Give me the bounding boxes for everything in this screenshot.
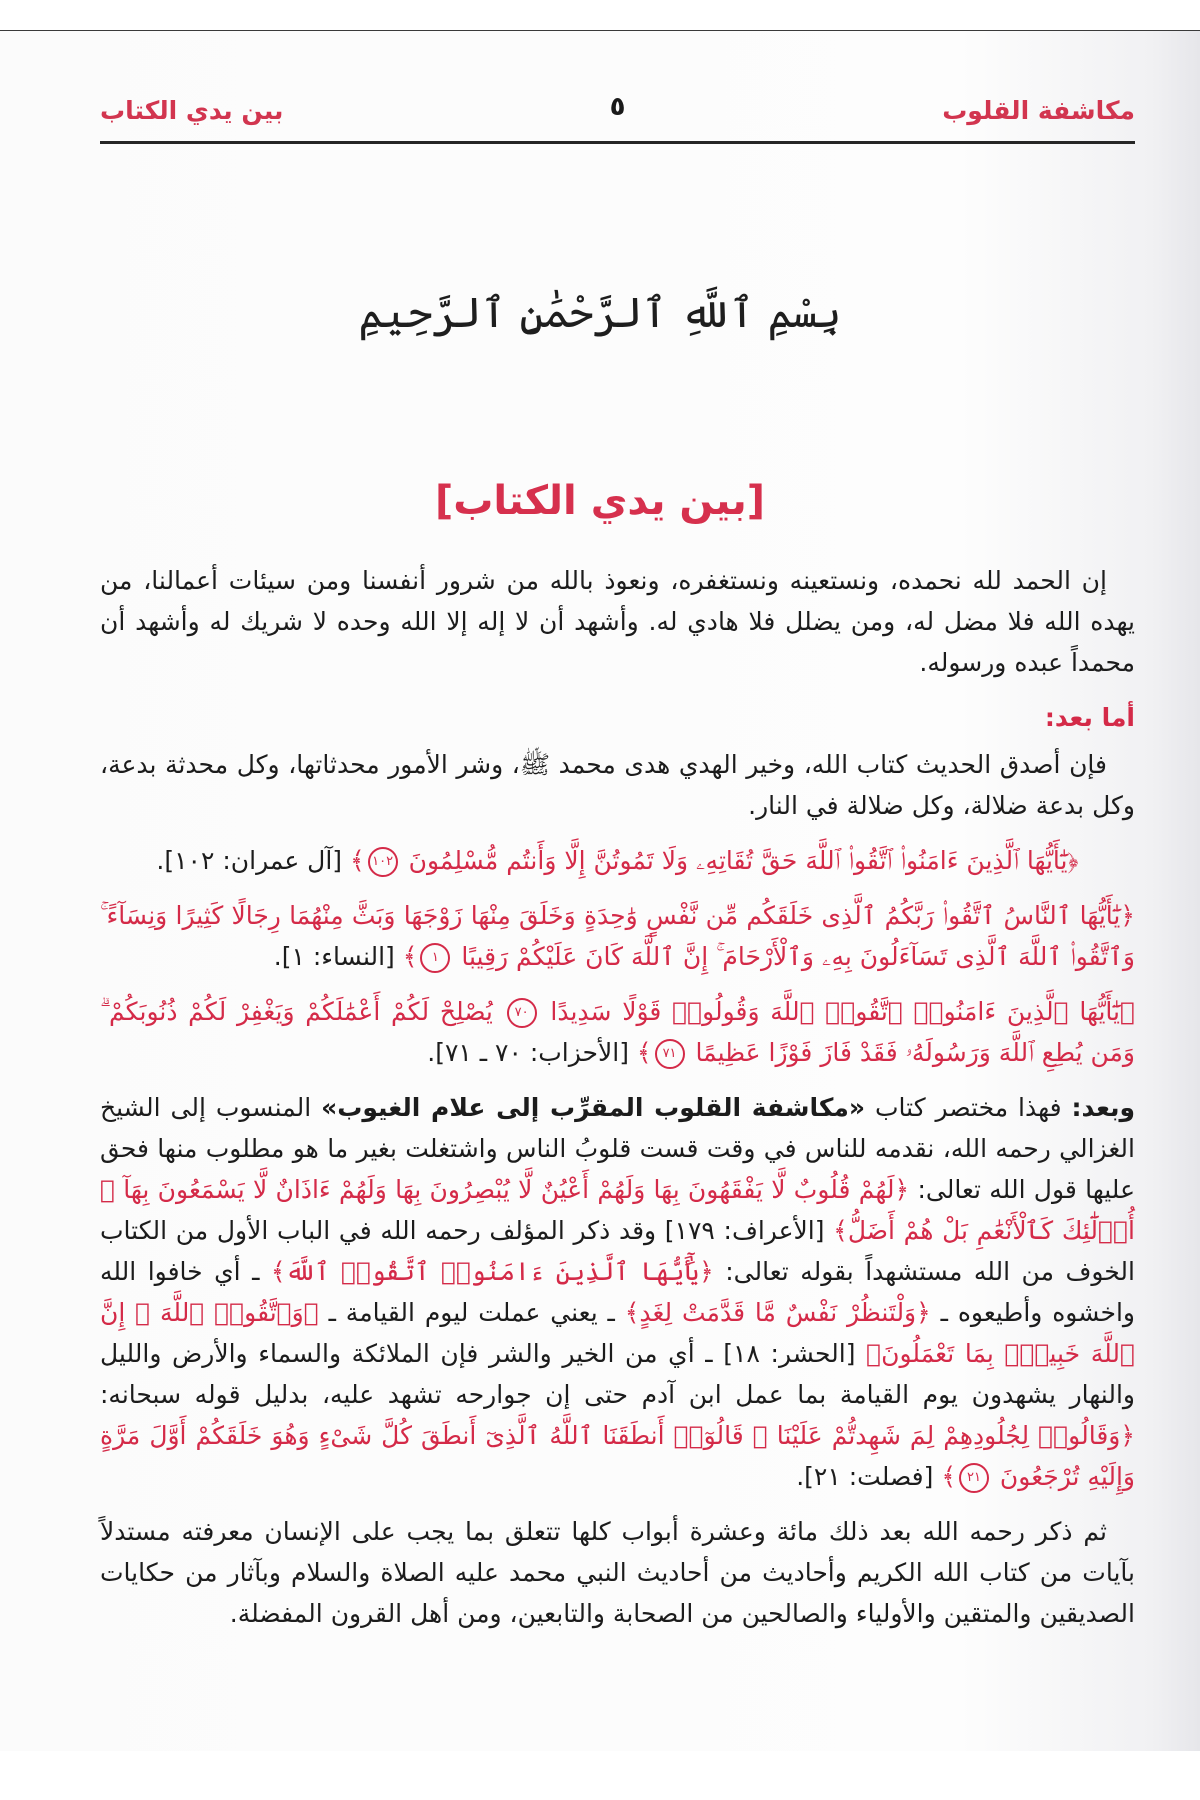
verse-al-araf: ﴿لَهُمْ قُلُوبٌ لَّا يَفْقَهُونَ بِهَا وَلَهُمْ أَعْيُنٌ لَّا يُبْصِرُونَ بِهَا وَلَهُمْ ءَاذَانٌ لَّا يَسْمَعُونَ بِهَآ ۚ أُو۟لَٰٓئِكَ كَٱلْأَنْعَٰمِ بَلْ هُمْ أَضَلُّ﴾ [100,1175,1135,1245]
verse-reference: [الأحزاب: ٧٠ ـ ٧١]. [427,1038,629,1067]
verse-al-imran [100,840,1135,881]
paragraph-closing: ثم ذكر رحمه الله بعد ذلك مائة وعشرة أبواب كلها تتعلق بما يجب على الإنسان معرفته مستدلاً بآيات من كتاب الله الكريم وأحاديث من أحاديث النبي محمد عليه الصلاة والسلام وبآثار من حكايات الصديقين والمتقين والأولياء والصالحين من الصحابة والتابعين، ومن أهل القرون المفضلة. [100,1517,1135,1628]
text-segment: المنسوب إلى الشيخ الغزالي رحمه الله، نقدمه للناس في وقت قست قلوبُ الناس واشتغلت بغير ما هو مطلوب منها فحق عليها قول الله تعالى: [100,1093,1135,1204]
section-title: [بين يدي الكتاب] [434,478,766,524]
page-bottom-edge [0,1751,1200,1800]
verse-reference: [فصلت: ٢١]. [796,1462,934,1491]
verse-close-bracket: ﴾ [941,1462,956,1491]
verse-close-bracket: ﴾ [350,846,365,875]
paragraph-hadith: فإن أصدق الحديث كتاب الله، وخير الهدي هدى محمد ﷺ، وشر الأمور محدثاتها، وكل محدثة بدعة، وكل بدعة ضلالة، وكل ضلالة في النار. [100,750,1135,820]
running-head-book-title: مكاشفة القلوب [942,96,1135,125]
body-text [100,560,1135,1648]
ayah-number-marker: ٧٠ [507,998,537,1028]
verse-reference: [النساء: ١]. [273,942,395,971]
book-title-quote: «مكاشفة القلوب المقرِّب إلى علام الغيوب» [321,1093,866,1122]
page-top-edge [0,0,1200,31]
verse-inline: ﴿وَٱتَّقُوا۟ ٱللَّهَ ۚ إِنَّ ٱللَّهَ خَبِيرٌۢ بِمَا تَعْمَلُونَ﴾ [100,1298,1135,1368]
text-segment: فهذا مختصر كتاب [875,1093,1062,1122]
verse-inline: ﴿يَٰٓأَيُّهَا ٱلَّذِينَ ءَامَنُوا۟ ٱتَّقُوا۟ ٱللَّهَ﴾ [270,1257,714,1286]
paragraph-introduction [100,1087,1135,1497]
verse-text: ﴿يَٰٓأَيُّهَا ٱلَّذِينَ ءَامَنُوا۟ ٱتَّقُوا۟ ٱللَّهَ حَقَّ تُقَاتِهِۦ وَلَا تَمُوتُنَّ إِلَّا وَأَنتُم مُّسْلِمُونَ [408,846,1079,875]
text-segment: ـ يعني عملت ليوم القيامة ـ [328,1298,615,1327]
verse-inline: ﴿وَلْتَنظُرْ نَفْسٌ مَّا قَدَّمَتْ لِغَدٍ﴾ [624,1298,931,1327]
amma-bad-heading: أما بعد: [1044,703,1135,732]
text-segment: [الأعراف: ١٧٩] وقد ذكر المؤلف رحمه الله في الباب الأول من الكتاب الخوف من الله مستشهداً بقوله تعالى: [100,1216,1135,1286]
verse-al-ahzab [100,991,1135,1073]
header-rule [100,141,1135,144]
verse-close-bracket: ﴾ [636,1038,652,1067]
ayah-number-marker: ١٠٢ [368,847,398,877]
verse-text: ﴿يَٰٓأَيُّهَا ٱلنَّاسُ ٱتَّقُوا۟ رَبَّكُمُ ٱلَّذِى خَلَقَكُم مِّن نَّفْسٍ وَٰحِدَةٍ وَخَلَقَ مِنْهَا زَوْجَهَا وَبَثَّ مِنْهُمَا رِجَالًا كَثِيرًا وَنِسَآءً ۚ وَٱتَّقُوا۟ ٱللَّهَ ٱلَّذِى تَسَآءَلُونَ بِهِۦ وَٱلْأَرْحَامَ ۚ إِنَّ ٱللَّهَ كَانَ عَلَيْكُمْ رَقِيبًا [100,901,1135,971]
basmala: بِسْمِ ٱللَّهِ ٱلرَّحْمَٰنِ ٱلرَّحِيمِ [358,288,842,337]
paragraph-opening: إن الحمد لله نحمده، ونستعينه ونستغفره، ونعوذ بالله من شرور أنفسنا ومن سيئات أعمالنا، من يهده الله فلا مضل له، ومن يضلل فلا هادي له. وأشهد أن لا إله إلا الله وحده لا شريك له وأشهد أن محمداً عبده ورسوله. [100,566,1135,677]
verse-an-nisa [100,895,1135,977]
page-number: ٥ [609,92,626,122]
ayah-number-marker: ٢١ [959,1463,989,1493]
verse-close-bracket: ﴾ [402,942,418,971]
running-head-chapter-title: بين يدي الكتاب [100,96,284,125]
wabad-label: وبعد: [1071,1093,1136,1122]
text-segment: [الحشر: ١٨] ـ أي من الخير والشر فإن الملائكة والسماء والأرض والليل والنهار يشهدون يوم القيامة بما عمل ابن آدم حتى إن جوارحه تشهد عليه، بدليل قوله سبحانه: [100,1339,1135,1409]
ayah-number-marker: ١ [420,943,450,973]
verse-reference: [آل عمران: ١٠٢]. [156,846,343,875]
ayah-number-marker: ٧١ [655,1039,685,1069]
verse-text: يُصْلِحْ لَكُمْ أَعْمَٰلَكُمْ وَيَغْفِرْ لَكُمْ ذُنُوبَكُمْ ۗ وَمَن يُطِعِ ٱللَّهَ وَرَسُولَهُۥ فَقَدْ فَازَ فَوْزًا عَظِيمًا [100,997,1135,1067]
verse-text: ﴿يَٰٓأَيُّهَا ٱلَّذِينَ ءَامَنُوا۟ ٱتَّقُوا۟ ٱللَّهَ وَقُولُوا۟ قَوْلًا سَدِيدًا [550,997,1136,1026]
running-head [100,92,1135,142]
text-segment: ـ أي خافوا الله واخشوه وأطيعوه ـ [100,1257,1135,1327]
verse-fussilat: ﴿وَقَالُوا۟ لِجُلُودِهِمْ لِمَ شَهِدتُّمْ عَلَيْنَا ۖ قَالُوٓا۟ أَنطَقَنَا ٱللَّهُ ٱلَّذِىٓ أَنطَقَ كُلَّ شَىْءٍ وَهُوَ خَلَقَكُمْ أَوَّلَ مَرَّةٍ وَإِلَيْهِ تُرْجَعُونَ [100,1421,1135,1491]
